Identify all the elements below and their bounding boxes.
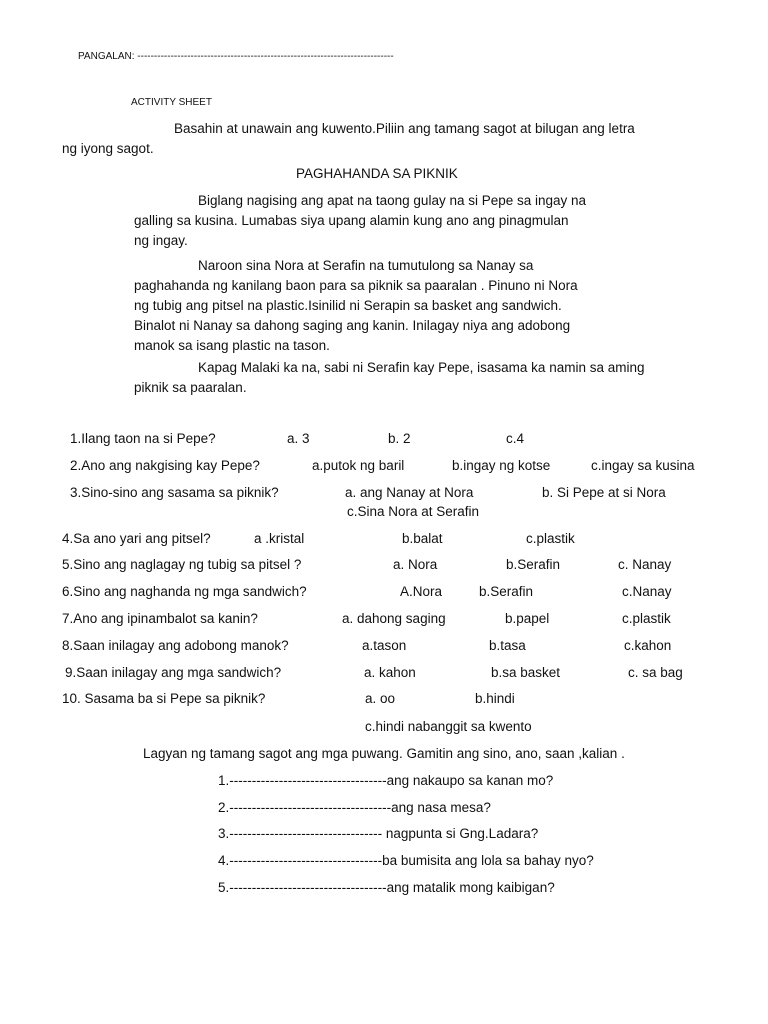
choice-c: c.plastik — [622, 611, 671, 626]
question-text: 4.Sa ano yari ang pitsel? — [62, 531, 211, 546]
choice-a: a. Nora — [393, 557, 438, 572]
choice-c: c.kahon — [624, 638, 672, 653]
question-text: 8.Saan inilagay ang adobong manok? — [62, 638, 289, 653]
choice-b: b.Serafin — [479, 584, 534, 599]
choice-b: b.tasa — [489, 638, 526, 653]
choice-b: b.ingay ng kotse — [452, 458, 551, 473]
choice-b: b.papel — [505, 611, 550, 626]
choice-c: c.hindi nabanggit sa kwento — [365, 719, 532, 734]
story-paragraph-1 — [134, 191, 586, 251]
activity-sheet-label: ACTIVITY SHEET — [131, 97, 212, 108]
choice-c: c.ingay sa kusina — [591, 458, 695, 473]
choice-b: b.balat — [402, 531, 443, 546]
story-line: paghahanda ng kanilang baon para sa piknik sa paaralan . Pinuno ni Nora — [134, 278, 578, 293]
choice-b: b. Si Pepe at si Nora — [542, 485, 666, 500]
story-line: galling sa kusina. Lumabas siya upang alamin kung ano ang pinagmulan — [134, 213, 569, 228]
question-text: 1.Ilang taon na si Pepe? — [70, 431, 216, 446]
question-text: 10. Sasama ba si Pepe sa piknik? — [62, 691, 266, 706]
choice-a: a.tason — [362, 638, 407, 653]
fill-item: 2.------------------------------------ang nasa mesa? — [218, 800, 491, 815]
choice-a: a. oo — [365, 691, 396, 706]
fill-item: 1.-----------------------------------ang nakaupo sa kanan mo? — [218, 773, 554, 788]
choice-a: a .kristal — [254, 531, 305, 546]
choice-c: c.Sina Nora at Serafin — [347, 504, 480, 519]
choice-c: c.plastik — [526, 531, 575, 546]
choice-a: A.Nora — [400, 584, 443, 599]
choice-c: c. sa bag — [628, 665, 683, 680]
name-line: PANGALAN: ----------------------------------------------------------------------------- — [78, 51, 394, 62]
fill-instruction: Lagyan ng tamang sagot ang mga puwang. Gamitin ang sino, ano, saan ,kalian . — [143, 746, 625, 761]
story-paragraph-3 — [134, 358, 645, 398]
story-line: Binalot ni Nanay sa dahong saging ang kanin. Inilagay niya ang adobong — [134, 318, 571, 333]
story-line: ng ingay. — [134, 233, 188, 248]
fill-item: 4.----------------------------------ba bumisita ang lola sa bahay nyo? — [218, 853, 594, 868]
question-text: 5.Sino ang naglagay ng tubig sa pitsel ? — [62, 557, 302, 572]
choice-a: a. kahon — [364, 665, 416, 680]
question-text: 7.Ano ang ipinambalot sa kanin? — [62, 611, 258, 626]
story-line: Naroon sina Nora at Serafin na tumutulong sa Nanay sa — [198, 258, 534, 273]
story-title: PAGHAHANDA SA PIKNIK — [296, 166, 458, 181]
question-text: 9.Saan inilagay ang mga sandwich? — [65, 665, 282, 680]
question-text: 2.Ano ang nakgising kay Pepe? — [70, 458, 260, 473]
choice-b: b.Serafin — [506, 557, 561, 572]
story-line: piknik sa paaralan. — [134, 380, 247, 395]
choice-b: b.sa basket — [491, 665, 561, 680]
story-paragraph-2 — [134, 256, 578, 356]
choice-a: a.putok ng baril — [312, 458, 405, 473]
choice-c: c.4 — [506, 431, 525, 446]
choice-a: a. 3 — [287, 431, 310, 446]
instruction-line-2: ng iyong sagot. — [62, 141, 154, 156]
story-line: ng tubig ang pitsel na plastic.Isinilid ni Serapin sa basket ang sandwich. — [134, 298, 562, 313]
question-text: 6.Sino ang naghanda ng mga sandwich? — [62, 584, 307, 599]
instruction-line-1: Basahin at unawain ang kuwento.Piliin ang tamang sagot at bilugan ang letra — [174, 121, 635, 136]
fill-item: 5.-----------------------------------ang matalik mong kaibigan? — [218, 880, 555, 895]
choice-c: c.Nanay — [622, 584, 672, 599]
choice-b: b. 2 — [388, 431, 411, 446]
fill-item: 3.---------------------------------- nagpunta si Gng.Ladara? — [218, 826, 539, 841]
story-line: manok sa isang plastic na tason. — [134, 338, 330, 353]
choice-c: c. Nanay — [618, 557, 672, 572]
question-text: 3.Sino-sino ang sasama sa piknik? — [70, 485, 279, 500]
choice-b: b.hindi — [475, 691, 515, 706]
story-line: Biglang nagising ang apat na taong gulay na si Pepe sa ingay na — [198, 193, 587, 208]
choice-a: a. dahong saging — [342, 611, 446, 626]
choice-a: a. ang Nanay at Nora — [345, 485, 474, 500]
story-line: Kapag Malaki ka na, sabi ni Serafin kay Pepe, isasama ka namin sa aming — [198, 360, 645, 375]
